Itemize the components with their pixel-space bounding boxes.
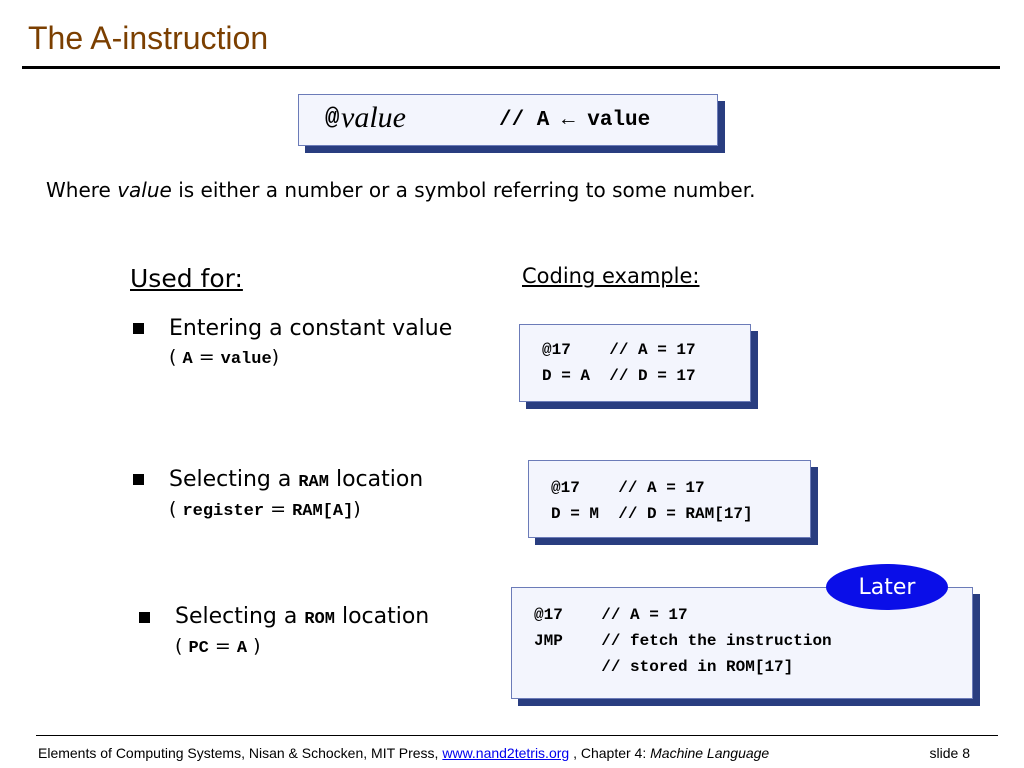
label-suffix: location <box>334 604 430 629</box>
bullet-square-icon <box>133 323 144 334</box>
code-example-constant <box>519 324 751 402</box>
syntax-comment: // A ← value <box>499 109 651 132</box>
code-text: @17 // A = 17 JMP // fetch the instruction // stored in ROM[17] <box>534 606 832 676</box>
sub-eq: = <box>208 635 237 657</box>
code-text: @17 // A = 17 D = M // D = RAM[17] <box>551 479 753 523</box>
coding-example-heading: Coding example: <box>522 264 700 288</box>
syntax-value: value <box>341 101 406 134</box>
later-badge: Later <box>826 564 948 610</box>
slide-title: The A-instruction <box>28 20 269 56</box>
use-label-constant: Entering a constant value <box>169 316 453 341</box>
label-suffix: location <box>328 467 424 492</box>
description-suffix: is either a number or a symbol referring to some number. <box>171 178 756 202</box>
syntax-at-symbol: @ <box>325 105 340 132</box>
sub-eq: = <box>192 346 221 368</box>
sub-open: ( <box>169 346 183 368</box>
use-label-ram <box>169 467 423 492</box>
label-prefix: Selecting a <box>169 467 299 492</box>
bullet-square-icon <box>139 612 150 623</box>
sub-open: ( <box>169 498 183 520</box>
use-sub-constant <box>169 346 279 369</box>
code-example-ram <box>528 460 811 538</box>
footer <box>38 745 769 761</box>
sub-code-register: register <box>182 502 265 521</box>
sub-close: ) <box>271 346 280 368</box>
label-code-rom: ROM <box>304 610 335 629</box>
sub-code-value: value <box>220 350 272 369</box>
label-prefix: Selecting a <box>175 604 305 629</box>
footer-text-chapter: , Chapter 4: <box>569 745 651 761</box>
bullet-square-icon <box>133 474 144 485</box>
sub-close: ) <box>247 635 261 657</box>
footer-text: Elements of Computing Systems, Nisan & Schocken, MIT Press, <box>38 745 443 761</box>
sub-code-a: A <box>182 350 193 369</box>
sub-code-a: A <box>236 639 248 658</box>
code-text: @17 // A = 17 D = A // D = 17 <box>542 341 696 385</box>
use-sub-ram <box>169 498 361 521</box>
sub-code-pc: PC <box>188 639 209 658</box>
sub-code-ram-a: RAM[A] <box>292 502 354 521</box>
title-divider <box>22 66 1000 69</box>
slide-number: slide 8 <box>929 745 970 761</box>
description-emphasis: value <box>117 178 172 202</box>
syntax-box <box>298 94 718 146</box>
footer-chapter-title: Machine Language <box>650 745 770 761</box>
footer-link[interactable]: www.nand2tetris.org <box>442 745 570 761</box>
sub-close: ) <box>353 498 361 520</box>
label-code-ram: RAM <box>298 473 329 492</box>
sub-open: ( <box>175 635 189 657</box>
use-sub-rom <box>175 635 261 658</box>
description-prefix: Where <box>46 178 118 202</box>
footer-divider <box>36 735 998 736</box>
used-for-heading: Used for: <box>130 264 243 293</box>
description <box>46 178 755 202</box>
use-label-rom <box>175 604 429 629</box>
sub-eq: = <box>264 498 293 520</box>
